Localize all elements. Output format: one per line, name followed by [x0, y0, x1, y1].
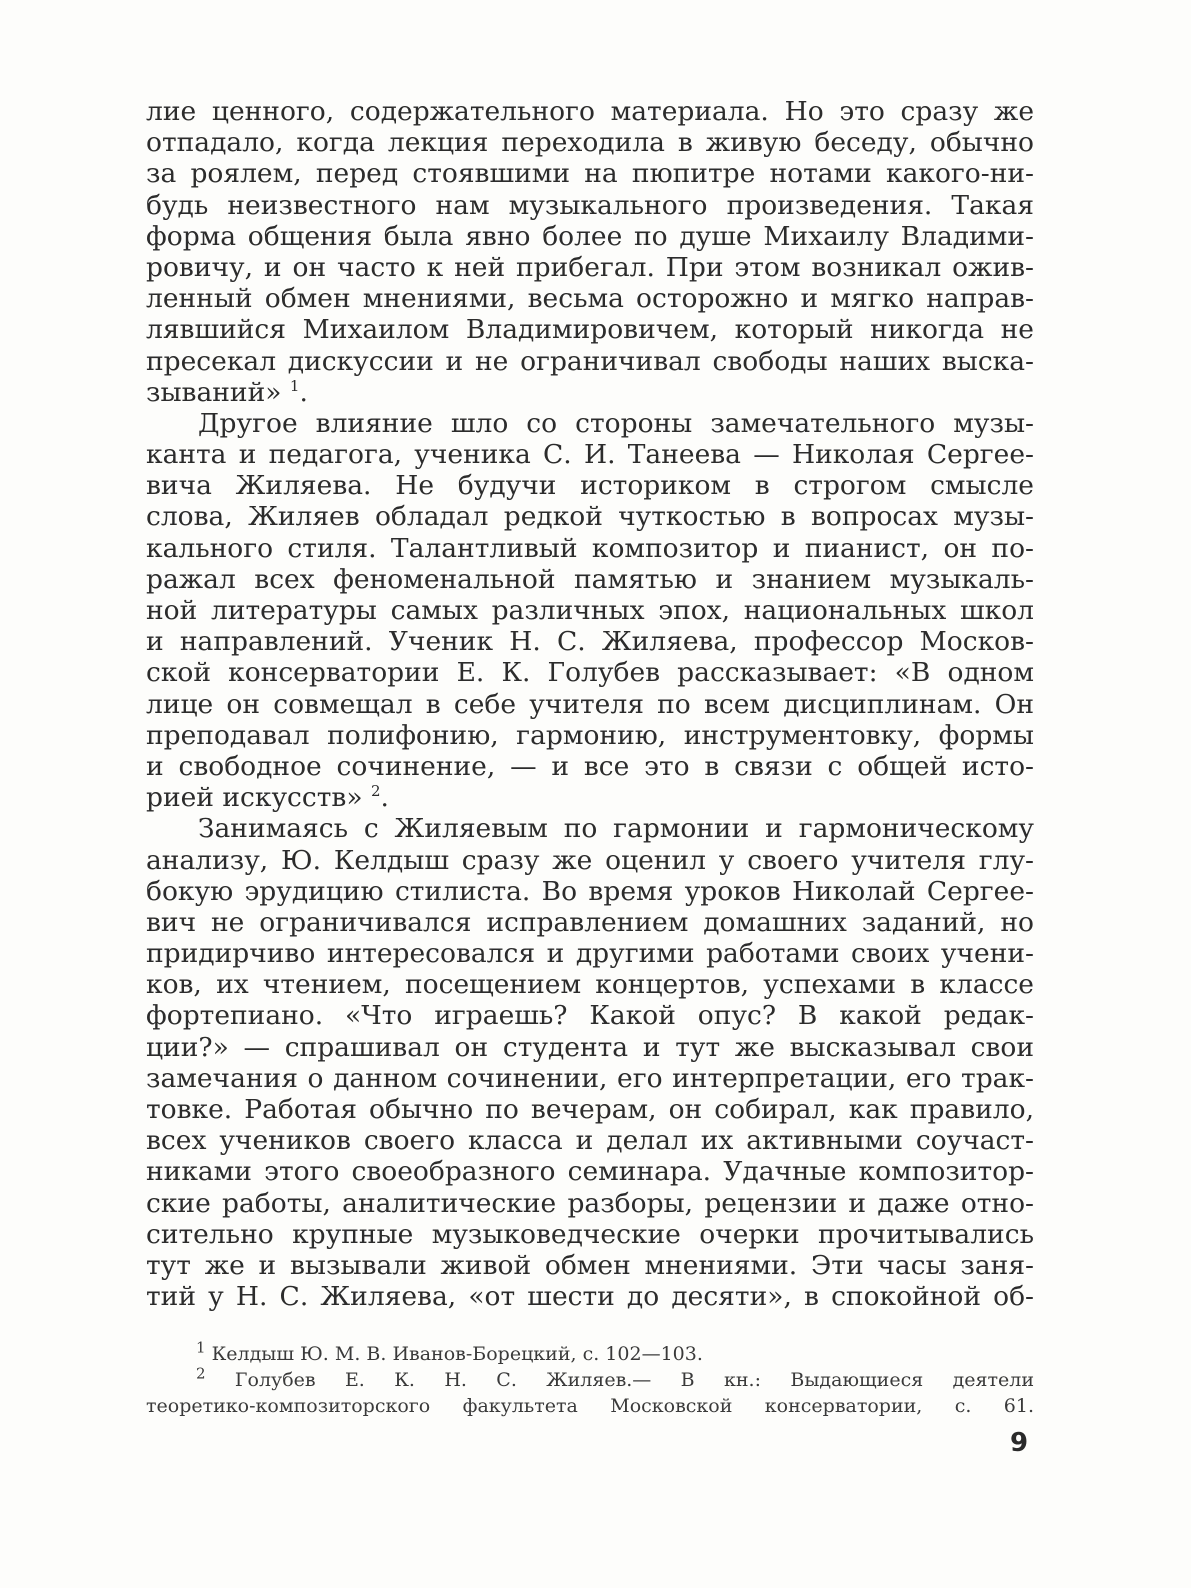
text-line: замечания о данном сочинении, его интерпретации, его трак- — [146, 1062, 1034, 1094]
text-line: лице он совмещал в себе учителя по всем дисциплинам. Он — [146, 688, 1034, 720]
footnote-text: Голубев Е. К. Н. С. Жиляев.— В кн.: Выдающиеся деятели — [234, 1369, 1034, 1391]
text-line: канта и педагога, ученика С. И. Танеева — Николая Сергее- — [146, 439, 1034, 471]
paragraph-2 — [146, 408, 1034, 813]
text-line: тий у Н. С. Жиляева, «от шести до десяти», в спокойной об- — [146, 1281, 1034, 1313]
text-line: сительно крупные музыковедческие очерки прочитывались — [146, 1218, 1034, 1250]
text-line-content: рией искусств» — [146, 782, 363, 814]
text-line: ной литературы самых различных эпох, национальных школ — [146, 595, 1034, 626]
footnote-text: Келдыш Ю. М. В. Иванов-Борецкий, с. 102—103. — [211, 1343, 703, 1365]
text-line: товке. Работая обычно по вечерам, он собирал, как правило, — [146, 1094, 1034, 1125]
text-line: всех учеников своего класса и делал их активными соучаст- — [146, 1125, 1034, 1157]
text-line: бокую эрудицию стилиста. Во время уроков Николай Сергее- — [146, 875, 1034, 907]
text-line: за роялем, перед стоявшими на пюпитре нотами какого-ни- — [146, 158, 1034, 190]
paragraph-3 — [146, 813, 1034, 1312]
text-line: анализу, Ю. Келдыш сразу же оценил у своего учителя глу- — [146, 844, 1034, 876]
text-line: ков, их чтением, посещением концертов, успехами в классе — [146, 969, 1034, 1001]
main-text — [146, 96, 1034, 1312]
footnote-ref-1: 1 — [289, 376, 300, 395]
text-line: ражал всех феноменальной памятью и знанием музыкаль- — [146, 563, 1034, 595]
text-line: Занимаясь с Жиляевым по гармонии и гармоническому — [198, 813, 1034, 845]
footnote-ref-2: 2 — [370, 782, 381, 801]
text-line: никами этого своеобразного семинара. Удачные композитор- — [146, 1156, 1034, 1188]
text-line: Другое влияние шло со стороны замечательного музы- — [198, 407, 1034, 439]
page-number: 9 — [1010, 1428, 1029, 1458]
text-line: лие ценного, содержательного материала. Но это сразу же — [146, 96, 1034, 127]
text-line: ской консерватории Е. К. Голубев рассказывает: «В одном — [146, 657, 1034, 689]
text-line: вича Жиляева. Не будучи историком в строгом смысле — [146, 470, 1034, 502]
footnote-2-continuation: теоретико-композиторского факультета Московской консерватории, с. 61. — [146, 1395, 1034, 1417]
footnote-mark: 1 — [196, 1338, 206, 1357]
text-line: кального стиля. Талантливый композитор и пианист, он по- — [146, 532, 1034, 564]
footnotes — [146, 1338, 1034, 1419]
text-line: будь неизвестного нам музыкального произведения. Такая — [146, 189, 1034, 221]
text-line-last: рией искусств» $^2$. — [146, 782, 389, 814]
text-line: фортепиано. «Что играешь? Какой опус? В какой редак- — [146, 1000, 1034, 1032]
footnote-2 — [146, 1364, 1034, 1393]
text-line: пресекал дискуссии и не ограничивал свободы наших выска- — [146, 345, 1034, 377]
text-line: отпадало, когда лекция переходила в живую беседу, обычно — [146, 127, 1034, 159]
text-line: преподавал полифонию, гармонию, инструментовку, формы — [146, 719, 1034, 751]
text-line: форма общения была явно более по душе Михаилу Владими- — [146, 220, 1034, 252]
text-line: придирчиво интересовался и другими работами своих учени- — [146, 938, 1034, 970]
footnote-1 — [146, 1338, 1034, 1367]
paragraph-1 — [146, 96, 1034, 408]
text-line: вич не ограничивался исправлением домашних заданий, но — [146, 906, 1034, 938]
text-line: ленный обмен мнениями, весьма осторожно и мягко направ- — [146, 283, 1034, 315]
text-line: слова, Жиляев обладал редкой чуткостью в вопросах музы- — [146, 501, 1034, 533]
text-line: ские работы, аналитические разборы, рецензии и даже отно- — [146, 1187, 1034, 1219]
footnote-mark: 2 — [196, 1364, 206, 1383]
text-line: ции?» — спрашивал он студента и тут же высказывал свои — [146, 1031, 1034, 1063]
text-line-last: зываний» $^1$. — [146, 376, 308, 408]
text-line-content: зываний» — [146, 376, 282, 408]
text-line: лявшийся Михаилом Владимировичем, который никогда не — [146, 314, 1034, 346]
text-line: тут же и вызывали живой обмен мнениями. Эти часы заня- — [146, 1249, 1034, 1281]
text-line: и свободное сочинение, — и все это в связи с общей исто- — [146, 750, 1034, 782]
text-line: ровичу, и он часто к ней прибегал. При этом возникал ожив- — [146, 251, 1034, 283]
text-line: и направлений. Ученик Н. С. Жиляева, профессор Москов- — [146, 626, 1034, 658]
